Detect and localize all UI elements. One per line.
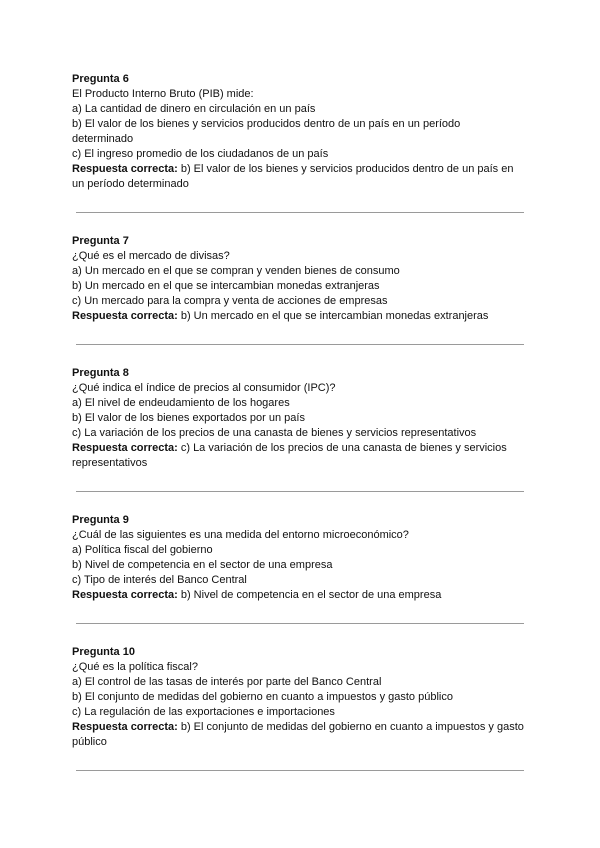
question-title: Pregunta 7 (72, 235, 129, 247)
option-b: b) El valor de los bienes y servicios producidos dentro de un país en un período determinado (72, 118, 461, 145)
option-b: b) El conjunto de medidas del gobierno en cuanto a impuestos y gasto público (72, 691, 453, 703)
option-c: c) El ingreso promedio de los ciudadanos de un país (72, 148, 329, 160)
question-title: Pregunta 8 (72, 367, 129, 379)
option-a: a) Política fiscal del gobierno (72, 544, 213, 556)
question-title: Pregunta 9 (72, 514, 129, 526)
correct-answer-label: Respuesta correcta: (72, 310, 178, 322)
question-title: Pregunta 6 (72, 73, 129, 85)
correct-answer (72, 441, 524, 471)
correct-answer (72, 162, 524, 192)
question-prompt: ¿Qué es el mercado de divisas? (72, 250, 230, 262)
correct-answer (72, 588, 524, 603)
option-a: a) La cantidad de dinero en circulación en un país (72, 103, 316, 115)
option-c: c) La variación de los precios de una canasta de bienes y servicios representativos (72, 427, 477, 439)
option-a: a) El nivel de endeudamiento de los hogares (72, 397, 290, 409)
question-block (72, 366, 524, 471)
option-a: a) El control de las tasas de interés por parte del Banco Central (72, 676, 382, 688)
option-c: c) Un mercado para la compra y venta de acciones de empresas (72, 295, 388, 307)
correct-answer-label: Respuesta correcta: (72, 589, 178, 601)
question-title: Pregunta 10 (72, 646, 135, 658)
correct-answer-label: Respuesta correcta: (72, 163, 178, 175)
option-b: b) Nivel de competencia en el sector de una empresa (72, 559, 333, 571)
question-block (72, 513, 524, 603)
question-prompt: ¿Cuál de las siguientes es una medida del entorno microeconómico? (72, 529, 409, 541)
option-b: b) El valor de los bienes exportados por un país (72, 412, 305, 424)
question-block (72, 645, 524, 750)
correct-answer-text: b) Nivel de competencia en el sector de una empresa (180, 589, 442, 601)
correct-answer-text: b) Un mercado en el que se intercambian monedas extranjeras (180, 310, 489, 322)
option-b: b) Un mercado en el que se intercambian monedas extranjeras (72, 280, 380, 292)
correct-answer (72, 720, 524, 750)
option-c: c) Tipo de interés del Banco Central (72, 574, 247, 586)
section-divider (76, 770, 524, 771)
question-block (72, 72, 524, 192)
question-prompt: El Producto Interno Bruto (PIB) mide: (72, 88, 254, 100)
correct-answer-text: b) El valor de los bienes y servicios producidos dentro de un país en un período determinado (72, 163, 514, 190)
correct-answer (72, 309, 524, 324)
question-prompt: ¿Qué indica el índice de precios al consumidor (IPC)? (72, 382, 336, 394)
correct-answer-label: Respuesta correcta: (72, 721, 178, 733)
option-a: a) Un mercado en el que se compran y venden bienes de consumo (72, 265, 400, 277)
correct-answer-text: b) El conjunto de medidas del gobierno en cuanto a impuestos y gasto público (72, 721, 524, 748)
option-c: c) La regulación de las exportaciones e importaciones (72, 706, 335, 718)
question-block (72, 234, 524, 324)
question-prompt: ¿Qué es la política fiscal? (72, 661, 198, 673)
correct-answer-label: Respuesta correcta: (72, 442, 178, 454)
correct-answer-text: c) La variación de los precios de una canasta de bienes y servicios representativos (72, 442, 507, 469)
